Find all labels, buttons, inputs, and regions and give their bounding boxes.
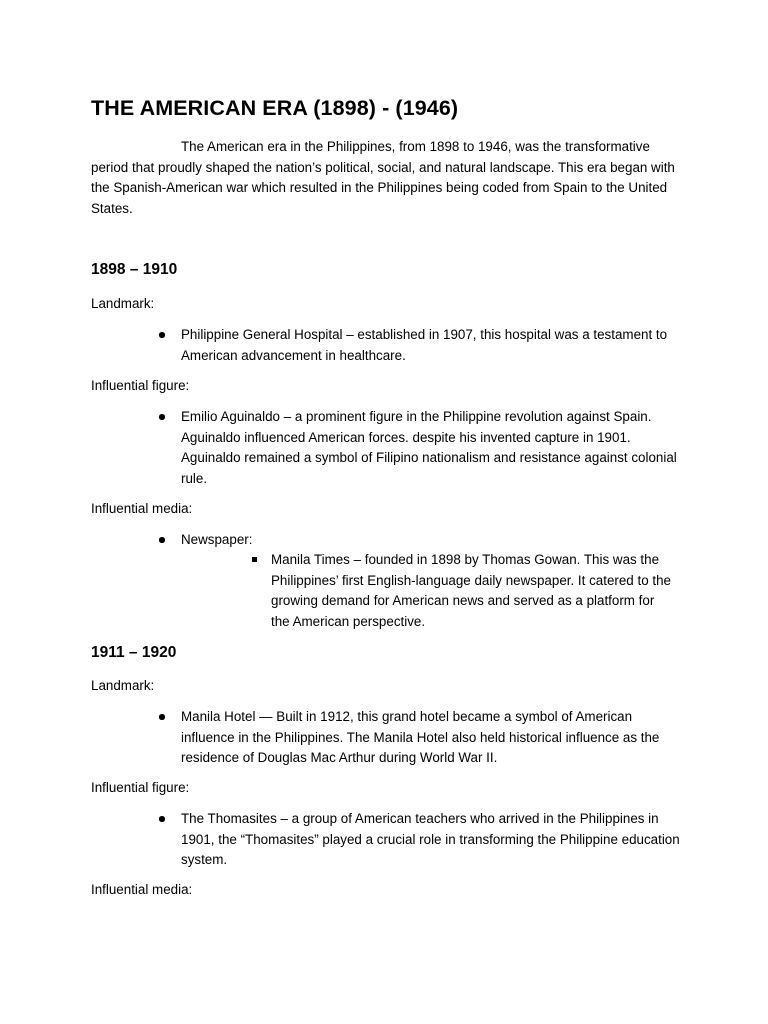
section-heading-1898-1910: 1898 – 1910 [91,261,178,278]
landmark-text: Philippine General Hospital – established in 1907, this hospital was a testament to American advancement in healthcare. [181,327,668,363]
media-sub-text: Manila Times – founded in 1898 by Thomas Gowan. This was the Philippines’ first English-language daily newspaper. It catered to the growing demand for American news and served as a platform for the American perspective. [271,552,671,629]
influential-media-label: Influential media: [91,882,193,897]
bullet-dot-icon [159,414,165,420]
landmark-label: Landmark: [91,296,155,311]
influential-figure-label: Influential figure: [91,780,190,795]
figure-text: Emilio Aguinaldo – a prominent figure in the Philippine revolution against Spain. Aguinaldo influenced American forces. despite his invented capture in 1901. Aguinaldo remained a symbol of Filipino nationalism and resistance against colonial rule. [181,409,677,486]
figure-bullet [181,809,681,871]
influential-media-label: Influential media: [91,501,193,516]
bullet-dot-icon [159,537,165,543]
media-bullet [181,530,681,551]
landmark-bullet [181,325,681,366]
bullet-dot-icon [159,816,165,822]
section-heading-1911-1920: 1911 – 1920 [91,644,177,661]
figure-text: The Thomasites – a group of American teachers who arrived in the Philippines in 1901, the “Thomasites” played a crucial role in transforming the Philippine education system. [181,811,680,867]
influential-figure-label: Influential figure: [91,378,190,393]
figure-bullet [181,407,681,489]
landmark-bullet [181,707,681,769]
bullet-dot-icon [159,714,165,720]
media-sub-bullet [271,550,676,632]
bullet-dot-icon [159,332,165,338]
media-text: Newspaper: [181,532,253,547]
intro-paragraph: The American era in the Philippines, from 1898 to 1946, was the transformative period that proudly shaped the nation’s political, social, and natural landscape. This era began with the Spanish-American war which resulted in the Philippines being coded from Spain to the United States. [91,139,675,216]
landmark-label: Landmark: [91,678,155,693]
landmark-text: Manila Hotel — Built in 1912, this grand hotel became a symbol of American influence in the Philippines. The Manila Hotel also held historical influence as the residence of Douglas Mac Arthur during World War II. [181,709,660,765]
square-bullet-icon [252,557,257,562]
document-title: THE AMERICAN ERA (1898) - (1946) [91,96,459,120]
